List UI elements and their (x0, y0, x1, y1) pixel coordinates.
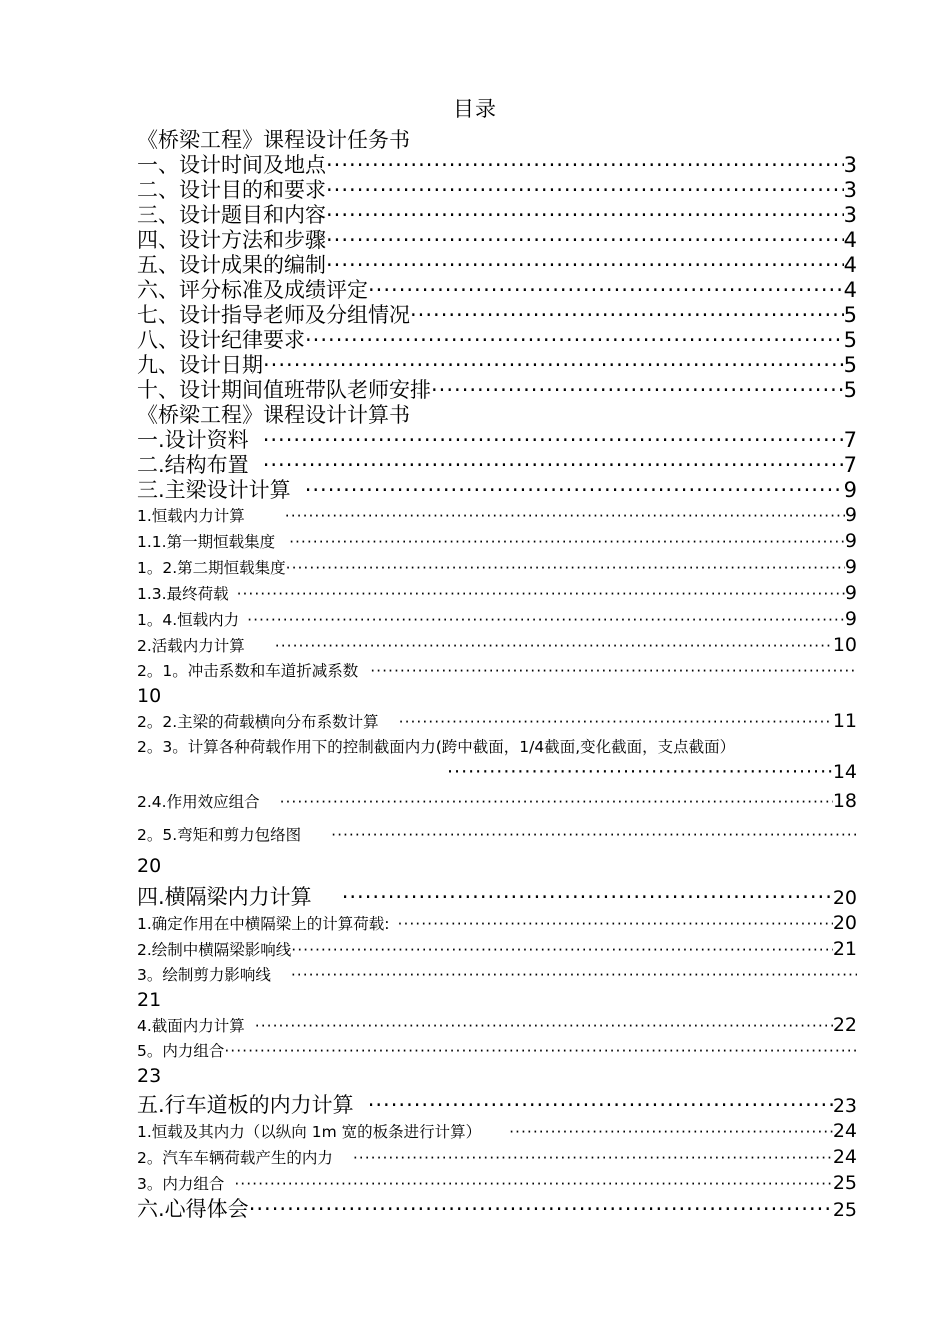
toc-entry-page: 21 (137, 989, 162, 1011)
toc-entry[interactable]: 2。2.主梁的荷载横向分布系数计算 ····· 11 (137, 709, 857, 735)
toc-entry[interactable]: 3。内力组合 ····· 25 (137, 1171, 857, 1197)
toc-entry[interactable]: 1.确定作用在中横隔梁上的计算荷载: ····· 20 (137, 911, 857, 937)
toc-entry[interactable]: 二、设计目的和要求 ····· 3 (137, 178, 857, 203)
toc-entry[interactable]: 4.截面内力计算 ····· 22 (137, 1013, 857, 1039)
toc-entry[interactable]: 八、设计纪律要求 ····· 5 (137, 328, 857, 353)
toc-entry[interactable]: 六、评分标准及成绩评定 ····· 4 (137, 278, 857, 303)
toc-entry[interactable]: 六.心得体会 ····· 25 (137, 1197, 857, 1223)
toc-entry[interactable]: 1.1.第一期恒载集度 ····· 9 (137, 529, 857, 555)
toc-entry[interactable]: 1.3.最终荷载 ····· 9 (137, 581, 857, 607)
toc-entry[interactable]: 三、设计题目和内容 ····· 3 (137, 203, 857, 228)
toc-entry[interactable]: 1。4.恒载内力 ····· 9 (137, 607, 857, 633)
calc-book-heading: 《桥梁工程》课程设计计算书 (137, 403, 410, 427)
toc-entry[interactable]: 二.结构布置 ····· 7 (137, 453, 857, 478)
toc-title: 目录 (453, 97, 497, 121)
toc-entry[interactable]: 五、设计成果的编制 ····· 4 (137, 253, 857, 278)
toc-entry[interactable]: 5。内力组合 ····· (137, 1039, 857, 1064)
toc-entry[interactable]: 七、设计指导老师及分组情况 ····· 5 (137, 303, 857, 328)
toc-entry[interactable]: 五.行车道板的内力计算 ····· 23 (137, 1093, 857, 1119)
toc-entry[interactable]: 3。绘制剪力影响线 ····· (137, 963, 857, 988)
toc-entry[interactable]: 1.恒载及其内力（以纵向 1m 宽的板条进行计算） ····· 24 (137, 1119, 857, 1145)
toc-entry[interactable]: 1.恒载内力计算 ····· 9 (137, 503, 857, 529)
toc-entry[interactable]: 三.主梁设计计算 ····· 9 (137, 478, 857, 503)
toc-entry[interactable]: 2。5.弯矩和剪力包络图 ····· (137, 823, 857, 848)
toc-entry[interactable]: 2.4.作用效应组合 ····· 18 (137, 789, 857, 815)
toc-entry[interactable]: 一、设计时间及地点 ····· 3 (137, 153, 857, 178)
toc-entry[interactable]: 2。3。计算各种荷载作用下的控制截面内力(跨中截面，1/4截面,变化截面，支点截面） (137, 738, 736, 756)
toc-entry[interactable]: 十、设计期间值班带队老师安排 ····· 5 (137, 378, 857, 403)
toc-entry-page: 23 (137, 1065, 162, 1087)
toc-entry[interactable]: 1。2.第二期恒载集度 ····· 9 (137, 555, 857, 581)
toc-entry[interactable]: 四.横隔梁内力计算 ····· 20 (137, 885, 857, 911)
table-of-contents (137, 128, 857, 1223)
toc-entry-page: 10 (137, 685, 162, 707)
toc-entry[interactable]: 2。汽车车辆荷载产生的内力 ····· 24 (137, 1145, 857, 1171)
toc-entry[interactable]: 一.设计资料 ····· 7 (137, 428, 857, 453)
toc-entry[interactable]: 2。1。冲击系数和车道折减系数 ····· (137, 659, 857, 684)
toc-entry[interactable]: 2.绘制中横隔梁影响线 ····· 21 (137, 937, 857, 963)
toc-entry-leader: ····· 14 (137, 760, 857, 785)
toc-entry-page: 20 (137, 855, 162, 877)
toc-entry[interactable]: 四、设计方法和步骤 ····· 4 (137, 228, 857, 253)
task-book-heading: 《桥梁工程》课程设计任务书 (137, 128, 410, 152)
toc-entry[interactable]: 2.活载内力计算 ····· 10 (137, 633, 857, 659)
toc-entry[interactable]: 九、设计日期 ····· 5 (137, 353, 857, 378)
